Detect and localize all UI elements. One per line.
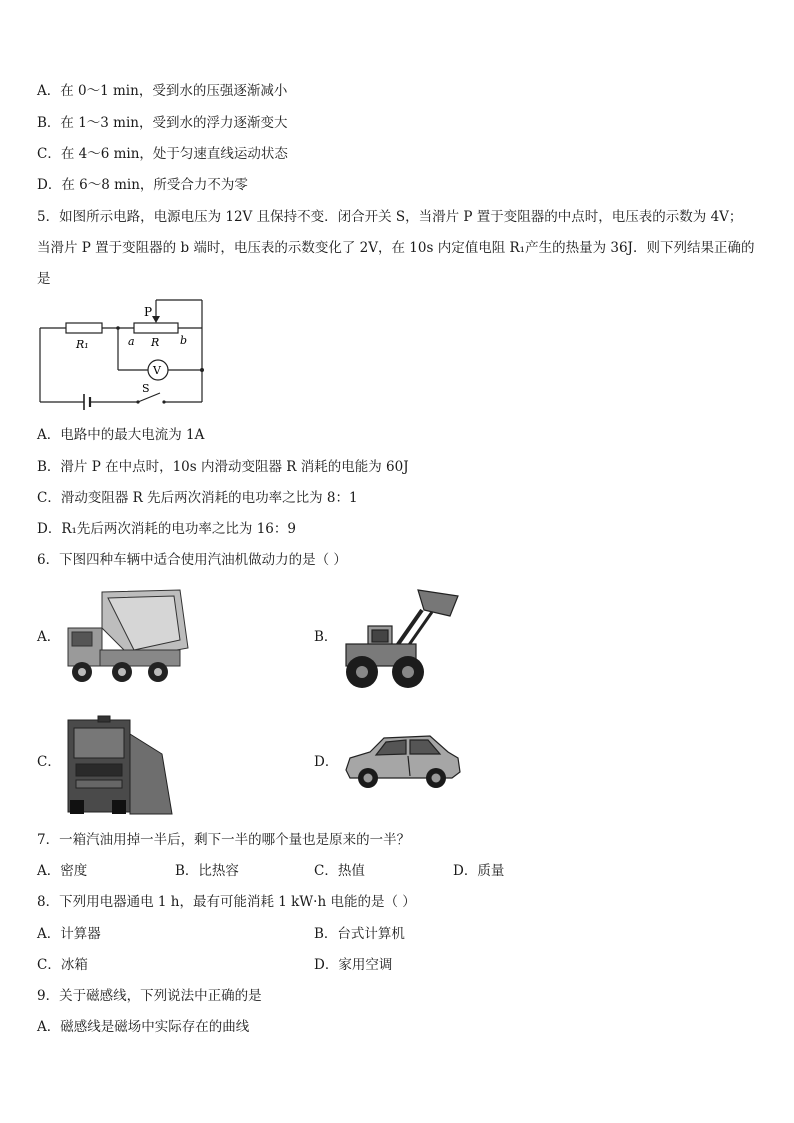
q8-stem: 8．下列用电器通电 1 h，最有可能消耗 1 kW·h 电能的是（ ）: [37, 894, 416, 910]
rheostat-label: R: [151, 336, 160, 349]
q8-option-b: B．台式计算机: [314, 926, 405, 942]
r1-resistor: [66, 323, 102, 333]
q8-option-a: A．计算器: [37, 926, 101, 942]
q5-option-d: D．R₁先后两次消耗的电功率之比为 16：9: [37, 521, 296, 537]
voltmeter-label: V: [153, 364, 161, 377]
r1-label: R₁: [76, 338, 89, 351]
q5-option-a: A．电路中的最大电流为 1A: [37, 427, 205, 443]
q6-stem: 6．下图四种车辆中适合使用汽油机做动力的是（ ）: [37, 552, 347, 568]
q4-option-b: B．在 1～3 min，受到水的浮力逐渐变大: [37, 115, 288, 131]
q4-option-a: A．在 0～1 min，受到水的压强逐渐减小: [37, 83, 288, 99]
terminal-a-label: a: [128, 335, 135, 348]
q5-stem-line2: 当滑片 P 置于变阻器的 b 端时，电压表的示数变化了 2V，在 10s 内定值电阻 R₁产生的热量为 36J．则下列结果正确的: [37, 240, 755, 256]
q5-stem-line1: 5．如图所示电路，电源电压为 12V 且保持不变．闭合开关 S，当滑片 P 置于变阻器的中点时，电压表的示数为 4V；: [37, 209, 743, 225]
q7-option-c: C．热值: [314, 863, 365, 879]
switch-label: S: [142, 382, 150, 395]
q9-stem: 9．关于磁感线，下列说法中正确的是: [37, 988, 262, 1004]
q5-option-c: C．滑动变阻器 R 先后两次消耗的电功率之比为 8：1: [37, 490, 358, 506]
q6-label-a: A．: [37, 629, 61, 645]
wheel-loader-image: [338, 586, 464, 692]
q5-circuit-diagram: [34, 296, 214, 416]
q7-option-a: A．密度: [37, 863, 88, 879]
q7-option-b: B．比热容: [175, 863, 239, 879]
q9-option-a: A．磁感线是磁场中实际存在的曲线: [37, 1019, 250, 1035]
car-image: [340, 730, 464, 792]
terminal-b-label: b: [180, 334, 188, 347]
q4-option-d: D．在 6～8 min，所受合力不为零: [37, 177, 248, 193]
q7-stem: 7．一箱汽油用掉一半后，剩下一半的哪个量也是原来的一半？: [37, 832, 411, 848]
q6-label-b: B．: [314, 629, 338, 645]
q8-option-c: C．冰箱: [37, 957, 88, 973]
q7-option-d: D．质量: [453, 863, 505, 879]
q5-option-b: B．滑片 P 在中点时，10s 内滑动变阻器 R 消耗的电能为 60J: [37, 459, 409, 475]
q4-option-c: C．在 4～6 min，处于匀速直线运动状态: [37, 146, 288, 162]
q5-stem-line3: 是: [37, 271, 51, 287]
q6-label-d: D．: [314, 754, 339, 770]
dump-truck-image: [62, 588, 190, 688]
heavy-truck-image: [62, 714, 174, 818]
q8-option-d: D．家用空调: [314, 957, 393, 973]
rheostat: [134, 323, 178, 333]
slider-label: P: [144, 305, 153, 319]
q6-label-c: C．: [37, 754, 61, 770]
